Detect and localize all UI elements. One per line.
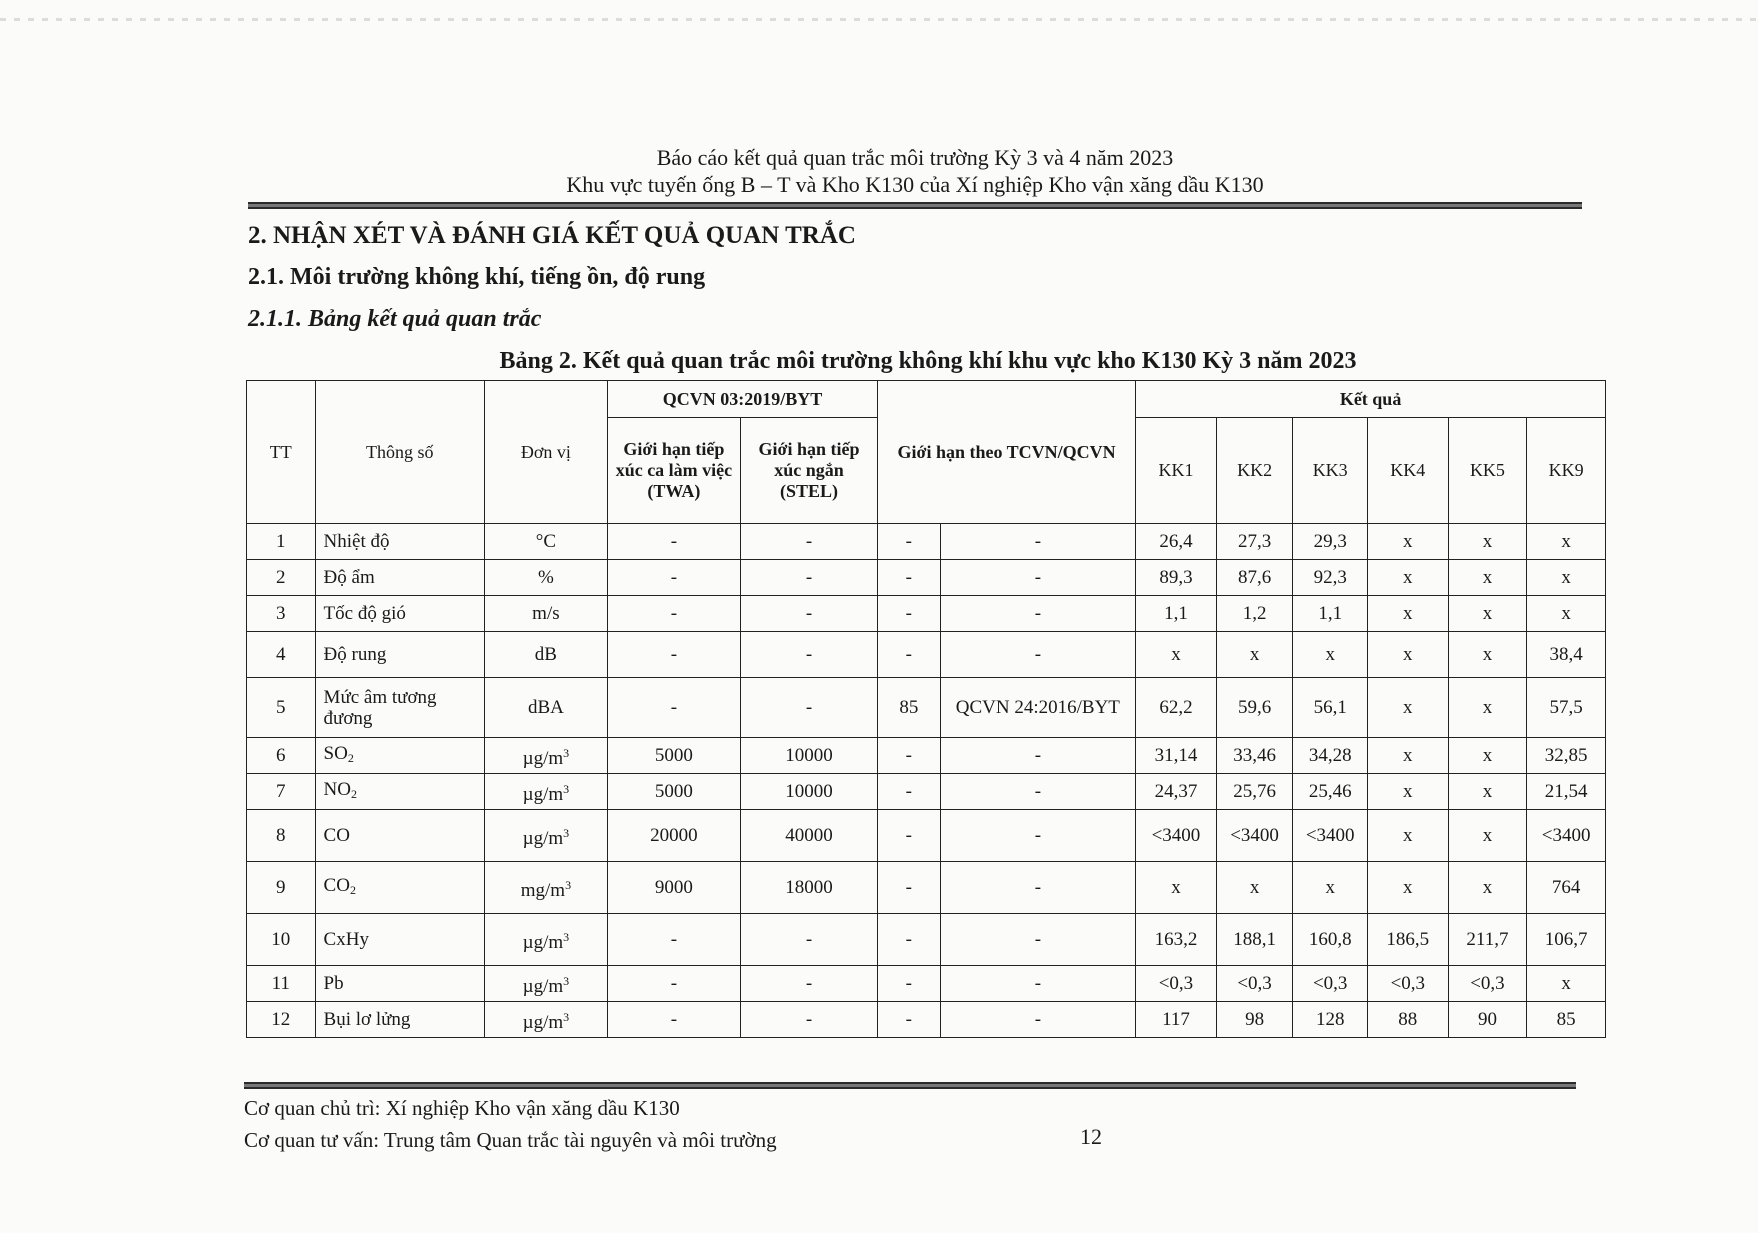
- cell-unit: dBA: [484, 678, 607, 738]
- cell-param: Nhiệt độ: [315, 524, 484, 560]
- page-header: [248, 144, 1582, 198]
- scan-artifact-line: [0, 18, 1758, 21]
- cell-result: <0,3: [1367, 966, 1448, 1002]
- cell-tt: 4: [247, 632, 316, 678]
- cell-stel: 10000: [740, 738, 877, 774]
- cell-result: x: [1367, 862, 1448, 914]
- cell-stel: -: [740, 632, 877, 678]
- cell-stel: -: [740, 596, 877, 632]
- cell-param: Tốc độ gió: [315, 596, 484, 632]
- cell-result: 88: [1367, 1002, 1448, 1038]
- cell-limit-standard: -: [940, 966, 1136, 1002]
- cell-unit: m/s: [484, 596, 607, 632]
- cell-unit: [484, 966, 607, 1002]
- footer-rule: [244, 1082, 1576, 1089]
- cell-param-sub: 2: [347, 750, 354, 765]
- header-qcvn-group: QCVN 03:2019/BYT: [607, 381, 877, 418]
- cell-result: 25,46: [1293, 774, 1368, 810]
- cell-unit: [484, 738, 607, 774]
- table-row: [247, 1002, 1606, 1038]
- cell-limit-standard: -: [940, 810, 1136, 862]
- header-limit: Giới hạn theo TCVN/QCVN: [878, 381, 1136, 524]
- cell-result: <0,3: [1216, 966, 1293, 1002]
- cell-param: CO: [315, 810, 484, 862]
- cell-result: 98: [1216, 1002, 1293, 1038]
- cell-tt: 9: [247, 862, 316, 914]
- cell-twa: 5000: [607, 738, 740, 774]
- page-number: 12: [1080, 1124, 1102, 1149]
- cell-result: x: [1448, 596, 1527, 632]
- cell-result: <3400: [1136, 810, 1217, 862]
- cell-result: 38,4: [1527, 632, 1606, 678]
- table-row: [247, 966, 1606, 1002]
- cell-limit-standard: -: [940, 738, 1136, 774]
- cell-limit-standard: -: [940, 1002, 1136, 1038]
- cell-twa: -: [607, 914, 740, 966]
- cell-limit-standard: -: [940, 524, 1136, 560]
- cell-result: x: [1367, 678, 1448, 738]
- header-site: KK4: [1367, 418, 1448, 524]
- table-row: [247, 914, 1606, 966]
- cell-unit-sup: 3: [563, 745, 570, 760]
- cell-param: [315, 774, 484, 810]
- cell-limit-value: -: [878, 738, 941, 774]
- cell-param-sub: 2: [351, 786, 357, 801]
- cell-unit: [484, 914, 607, 966]
- cell-param: Độ rung: [315, 632, 484, 678]
- cell-result: x: [1448, 678, 1527, 738]
- cell-result: x: [1448, 738, 1527, 774]
- cell-twa: 9000: [607, 862, 740, 914]
- cell-result: 764: [1527, 862, 1606, 914]
- cell-unit-sup: 3: [563, 781, 570, 796]
- cell-result: 1,2: [1216, 596, 1293, 632]
- cell-tt: 8: [247, 810, 316, 862]
- header-subtitle: Khu vực tuyến ống B – T và Kho K130 của Xí nghiệp Kho vận xăng dầu K130: [566, 172, 1264, 197]
- cell-param: Mức âm tương đương: [315, 678, 484, 738]
- cell-result: 62,2: [1136, 678, 1217, 738]
- cell-twa: -: [607, 966, 740, 1002]
- cell-limit-value: -: [878, 524, 941, 560]
- cell-stel: -: [740, 914, 877, 966]
- cell-result: 59,6: [1216, 678, 1293, 738]
- cell-result: 160,8: [1293, 914, 1368, 966]
- cell-param: Bụi lơ lửng: [315, 1002, 484, 1038]
- cell-twa: 5000: [607, 774, 740, 810]
- subsubsection-heading: 2.1.1. Bảng kết quả quan trắc: [248, 306, 542, 332]
- cell-limit-value: -: [878, 810, 941, 862]
- cell-result: 117: [1136, 1002, 1217, 1038]
- cell-limit-standard: -: [940, 862, 1136, 914]
- header-site: KK9: [1527, 418, 1606, 524]
- header-results-group: Kết quả: [1136, 381, 1606, 418]
- section-heading: 2. NHẬN XÉT VÀ ĐÁNH GIÁ KẾT QUẢ QUAN TRẮC: [248, 222, 856, 249]
- cell-param-text: CO: [323, 874, 350, 896]
- cell-twa: -: [607, 678, 740, 738]
- cell-result: 27,3: [1216, 524, 1293, 560]
- cell-limit-value: -: [878, 596, 941, 632]
- cell-result: 87,6: [1216, 560, 1293, 596]
- cell-limit-standard: QCVN 24:2016/BYT: [940, 678, 1136, 738]
- cell-result: x: [1527, 596, 1606, 632]
- cell-result: 56,1: [1293, 678, 1368, 738]
- cell-twa: -: [607, 560, 740, 596]
- cell-unit-text: mg/m: [520, 879, 566, 901]
- cell-result: x: [1293, 862, 1368, 914]
- cell-param-text: SO: [323, 742, 348, 764]
- cell-result: 89,3: [1136, 560, 1217, 596]
- cell-result: <3400: [1216, 810, 1293, 862]
- cell-stel: -: [740, 524, 877, 560]
- cell-twa: -: [607, 596, 740, 632]
- cell-stel: -: [740, 560, 877, 596]
- cell-limit-value: -: [878, 1002, 941, 1038]
- footer-consultant: Cơ quan tư vấn: Trung tâm Quan trắc tài nguyên và môi trường: [244, 1128, 777, 1152]
- cell-unit-sup: 3: [563, 825, 570, 840]
- table-caption: Bảng 2. Kết quả quan trắc môi trường không khí khu vực kho K130 Kỳ 3 năm 2023: [499, 348, 1357, 374]
- header-site: KK1: [1136, 418, 1217, 524]
- cell-result: x: [1527, 560, 1606, 596]
- cell-stel: -: [740, 966, 877, 1002]
- cell-result: x: [1527, 524, 1606, 560]
- cell-limit-value: -: [878, 774, 941, 810]
- cell-limit-standard: -: [940, 632, 1136, 678]
- cell-limit-value: -: [878, 966, 941, 1002]
- cell-unit-text: µg/m: [522, 1011, 564, 1033]
- cell-result: <3400: [1293, 810, 1368, 862]
- table-row: [247, 632, 1606, 678]
- cell-result: x: [1367, 738, 1448, 774]
- header-site: KK2: [1216, 418, 1293, 524]
- cell-result: x: [1216, 632, 1293, 678]
- cell-tt: 1: [247, 524, 316, 560]
- cell-param: [315, 862, 484, 914]
- footer: [244, 1092, 777, 1156]
- cell-result: 92,3: [1293, 560, 1368, 596]
- cell-tt: 5: [247, 678, 316, 738]
- cell-unit-text: µg/m: [522, 783, 564, 805]
- cell-result: 106,7: [1527, 914, 1606, 966]
- cell-param: [315, 738, 484, 774]
- cell-result: 34,28: [1293, 738, 1368, 774]
- cell-twa: -: [607, 1002, 740, 1038]
- cell-stel: -: [740, 1002, 877, 1038]
- cell-result: 1,1: [1136, 596, 1217, 632]
- table-row: [247, 810, 1606, 862]
- cell-limit-standard: -: [940, 774, 1136, 810]
- cell-result: 57,5: [1527, 678, 1606, 738]
- subsection-heading: 2.1. Môi trường không khí, tiếng ồn, độ rung: [248, 264, 706, 290]
- table-row: [247, 560, 1606, 596]
- cell-result: 21,54: [1527, 774, 1606, 810]
- cell-tt: 3: [247, 596, 316, 632]
- header-twa: Giới hạn tiếp xúc ca làm việc (TWA): [607, 418, 740, 524]
- cell-result: x: [1367, 524, 1448, 560]
- cell-result: 90: [1448, 1002, 1527, 1038]
- cell-stel: -: [740, 678, 877, 738]
- cell-unit: %: [484, 560, 607, 596]
- cell-result: x: [1448, 774, 1527, 810]
- header-unit: Đơn vị: [484, 381, 607, 524]
- cell-result: 26,4: [1136, 524, 1217, 560]
- cell-result: x: [1216, 862, 1293, 914]
- cell-result: x: [1136, 862, 1217, 914]
- cell-tt: 6: [247, 738, 316, 774]
- cell-limit-value: -: [878, 632, 941, 678]
- cell-limit-value: -: [878, 914, 941, 966]
- cell-result: x: [1367, 774, 1448, 810]
- cell-unit: dB: [484, 632, 607, 678]
- cell-limit-value: 85: [878, 678, 941, 738]
- cell-limit-value: -: [878, 560, 941, 596]
- cell-param-text: NO: [323, 778, 351, 800]
- cell-unit-text: µg/m: [522, 975, 564, 997]
- header-site: KK5: [1448, 418, 1527, 524]
- cell-result: 25,76: [1216, 774, 1293, 810]
- cell-limit-standard: -: [940, 596, 1136, 632]
- cell-limit-standard: -: [940, 560, 1136, 596]
- cell-result: x: [1448, 524, 1527, 560]
- cell-result: x: [1367, 632, 1448, 678]
- cell-twa: -: [607, 524, 740, 560]
- cell-stel: 10000: [740, 774, 877, 810]
- cell-result: x: [1448, 862, 1527, 914]
- table-body: [247, 524, 1606, 1038]
- cell-result: <3400: [1527, 810, 1606, 862]
- cell-unit-text: µg/m: [522, 747, 564, 769]
- cell-unit: [484, 862, 607, 914]
- results-table: [246, 380, 1606, 1038]
- cell-result: 128: [1293, 1002, 1368, 1038]
- header-site: KK3: [1293, 418, 1368, 524]
- cell-result: x: [1448, 810, 1527, 862]
- cell-result: 85: [1527, 1002, 1606, 1038]
- cell-result: 163,2: [1136, 914, 1217, 966]
- cell-unit: [484, 810, 607, 862]
- header-tt: TT: [247, 381, 316, 524]
- cell-result: 24,37: [1136, 774, 1217, 810]
- table-row: [247, 596, 1606, 632]
- header-param: Thông số: [315, 381, 484, 524]
- cell-twa: -: [607, 632, 740, 678]
- cell-param: CxHy: [315, 914, 484, 966]
- cell-result: 31,14: [1136, 738, 1217, 774]
- cell-tt: 11: [247, 966, 316, 1002]
- cell-unit-sup: 3: [565, 877, 572, 892]
- cell-result: 188,1: [1216, 914, 1293, 966]
- cell-result: 29,3: [1293, 524, 1368, 560]
- cell-result: 33,46: [1216, 738, 1293, 774]
- footer-host: Cơ quan chủ trì: Xí nghiệp Kho vận xăng dầu K130: [244, 1096, 680, 1120]
- cell-result: x: [1367, 596, 1448, 632]
- cell-tt: 2: [247, 560, 316, 596]
- cell-result: x: [1293, 632, 1368, 678]
- table-row: [247, 862, 1606, 914]
- header-stel: Giới hạn tiếp xúc ngắn (STEL): [740, 418, 877, 524]
- cell-result: 186,5: [1367, 914, 1448, 966]
- cell-twa: 20000: [607, 810, 740, 862]
- cell-stel: 18000: [740, 862, 877, 914]
- cell-param: Độ ẩm: [315, 560, 484, 596]
- cell-result: x: [1527, 966, 1606, 1002]
- cell-limit-value: -: [878, 862, 941, 914]
- cell-result: 211,7: [1448, 914, 1527, 966]
- cell-unit: [484, 1002, 607, 1038]
- cell-unit-sup: 3: [563, 929, 570, 944]
- cell-param-sub: 2: [349, 882, 356, 897]
- cell-unit-text: µg/m: [522, 827, 564, 849]
- cell-result: x: [1136, 632, 1217, 678]
- cell-unit-text: µg/m: [522, 931, 564, 953]
- table-row: [247, 774, 1606, 810]
- cell-result: x: [1367, 560, 1448, 596]
- cell-result: x: [1448, 632, 1527, 678]
- cell-result: <0,3: [1136, 966, 1217, 1002]
- cell-result: 1,1: [1293, 596, 1368, 632]
- table-row: [247, 738, 1606, 774]
- cell-param: Pb: [315, 966, 484, 1002]
- cell-result: <0,3: [1293, 966, 1368, 1002]
- header-rule: [248, 202, 1582, 209]
- cell-result: 32,85: [1527, 738, 1606, 774]
- cell-tt: 12: [247, 1002, 316, 1038]
- cell-limit-standard: -: [940, 914, 1136, 966]
- cell-unit-sup: 3: [563, 973, 570, 988]
- table-row: [247, 678, 1606, 738]
- table-row: [247, 524, 1606, 560]
- cell-result: <0,3: [1448, 966, 1527, 1002]
- cell-unit: [484, 774, 607, 810]
- cell-unit: °C: [484, 524, 607, 560]
- cell-unit-sup: 3: [563, 1009, 570, 1024]
- cell-stel: 40000: [740, 810, 877, 862]
- header-title: Báo cáo kết quả quan trắc môi trường Kỳ 3 và 4 năm 2023: [656, 145, 1174, 170]
- cell-tt: 10: [247, 914, 316, 966]
- cell-tt: 7: [247, 774, 316, 810]
- cell-result: x: [1448, 560, 1527, 596]
- cell-result: x: [1367, 810, 1448, 862]
